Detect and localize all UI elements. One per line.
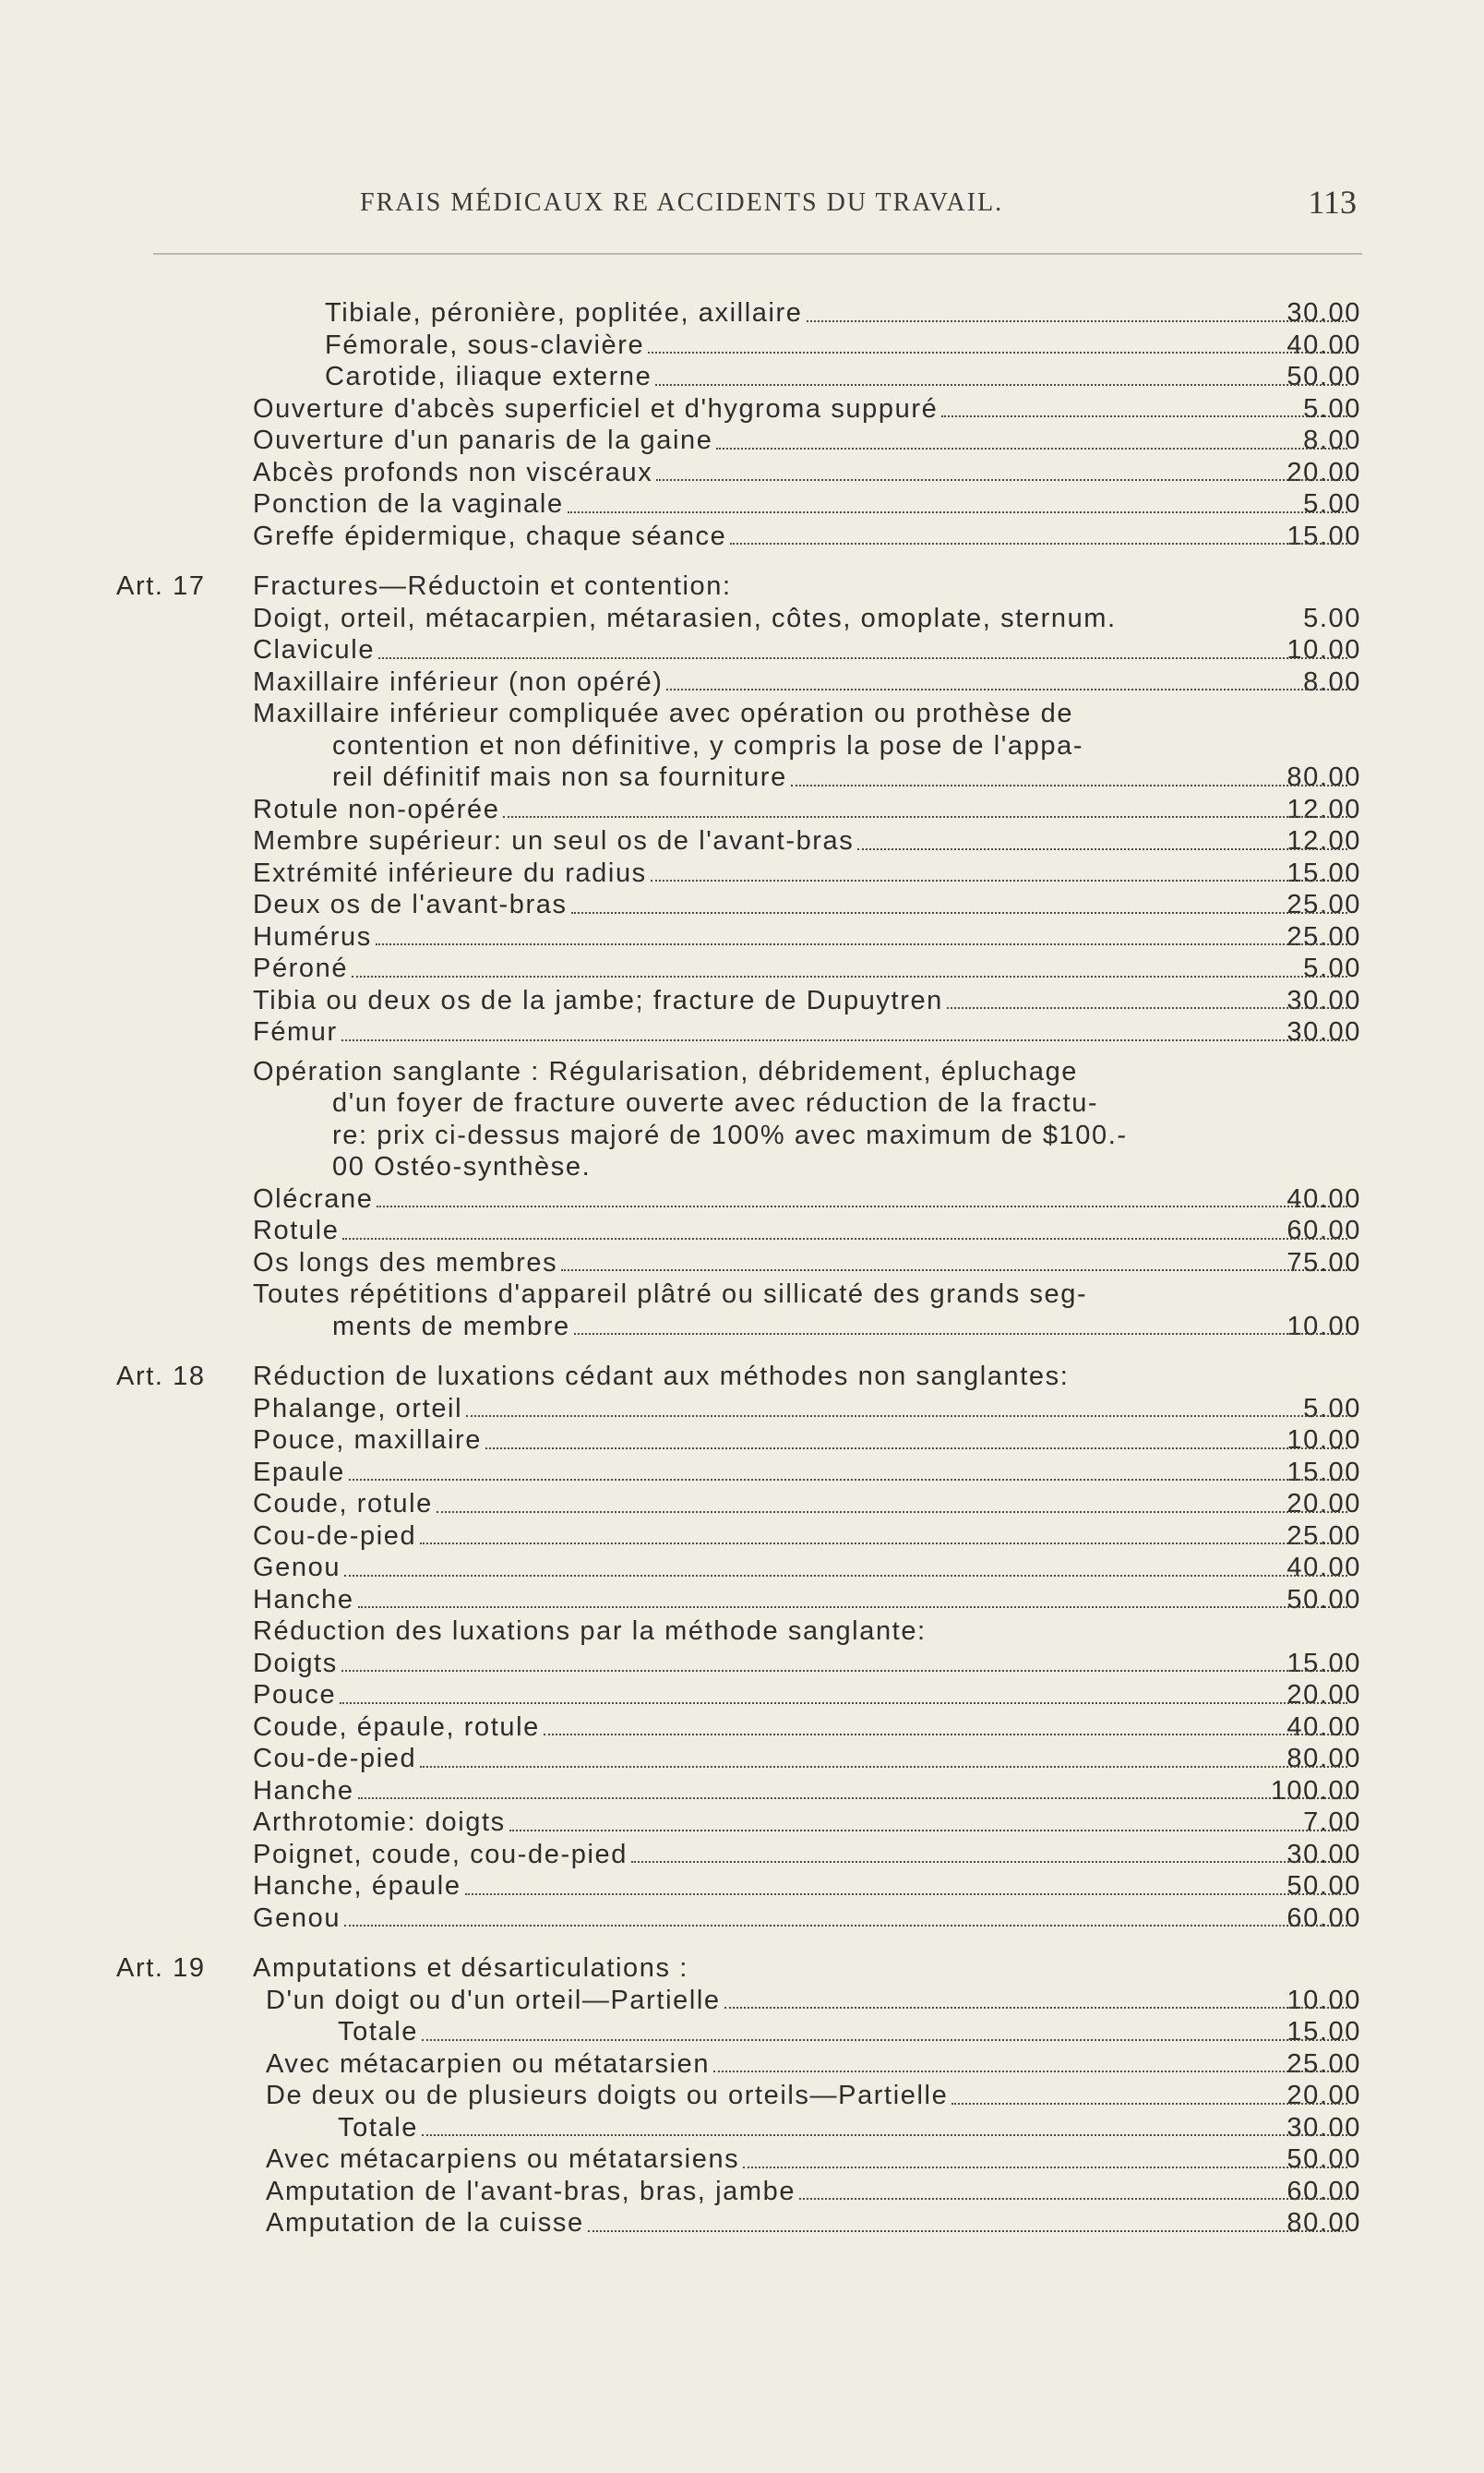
line-amount: 80.00 <box>1287 1744 1361 1773</box>
article-number: Art. 17 <box>116 571 206 601</box>
dot-leader <box>420 1543 1347 1544</box>
line-amount: 50.00 <box>1287 1584 1361 1615</box>
fee-line <box>0 1952 1484 1985</box>
fee-line <box>0 457 1484 489</box>
dot-leader <box>344 1575 1347 1577</box>
line-label: Coude, épaule, rotule <box>253 1711 540 1742</box>
line-label: Amputation de l'avant-bras, bras, jambe <box>266 2176 796 2206</box>
fee-line <box>0 1457 1484 1489</box>
page-header <box>111 183 1357 220</box>
line-label: Ouverture d'un panaris de la gaine <box>253 426 713 455</box>
dot-leader <box>341 1670 1347 1672</box>
line-amount: 7.00 <box>1303 1807 1361 1837</box>
dot-leader <box>358 1797 1347 1799</box>
dot-leader <box>716 448 1347 450</box>
dot-leader <box>358 1606 1347 1608</box>
fee-line <box>0 1615 1484 1648</box>
line-amount: 60.00 <box>1287 1903 1361 1933</box>
fee-line <box>0 698 1484 730</box>
fee-line <box>0 1870 1484 1903</box>
fee-line <box>0 1839 1484 1871</box>
fee-line <box>0 1151 1484 1183</box>
fee-line <box>0 393 1484 426</box>
line-label: Humérus <box>253 921 372 952</box>
line-amount: 8.00 <box>1303 666 1361 697</box>
dot-leader <box>857 848 1347 850</box>
dot-leader <box>631 1861 1347 1863</box>
dot-leader <box>466 1415 1347 1417</box>
line-amount: 30.00 <box>1287 1839 1361 1869</box>
line-amount: 50.00 <box>1287 362 1361 391</box>
fee-line <box>0 603 1484 635</box>
fee-line <box>0 1648 1484 1680</box>
line-label: Doigts <box>253 1648 338 1678</box>
fee-line <box>0 1679 1484 1711</box>
fee-line <box>0 1361 1484 1393</box>
line-label: Coude, rotule <box>253 1489 433 1519</box>
line-label: De deux ou de plusieurs doigts ou orteils—Partielle <box>266 2081 949 2110</box>
fee-line <box>0 2016 1484 2048</box>
dot-leader <box>743 2167 1347 2168</box>
line-amount: 10.00 <box>1287 1311 1361 1341</box>
section-gap <box>0 552 1484 570</box>
line-label: 00 Ostéo-synthèse. <box>332 1152 592 1182</box>
dot-leader <box>544 1734 1347 1735</box>
line-amount: 40.00 <box>1287 330 1361 360</box>
dot-leader <box>941 415 1347 417</box>
line-amount: 5.00 <box>1303 954 1361 983</box>
fee-line <box>0 1903 1484 1935</box>
fee-line <box>0 1393 1484 1425</box>
line-amount: 10.00 <box>1287 1425 1361 1455</box>
fee-line <box>0 985 1484 1017</box>
fee-line <box>0 1552 1484 1584</box>
line-amount: 25.00 <box>1287 2048 1361 2079</box>
dot-leader <box>349 1479 1347 1481</box>
line-amount: 30.00 <box>1287 298 1361 328</box>
article-number: Art. 18 <box>116 1362 206 1391</box>
fee-line <box>0 825 1484 858</box>
article-number: Art. 19 <box>116 1953 206 1983</box>
line-amount: 25.00 <box>1287 890 1361 919</box>
line-amount: 15.00 <box>1287 1648 1361 1678</box>
line-amount: 100.00 <box>1270 1775 1361 1806</box>
line-label: Cou-de-pied <box>253 1744 417 1773</box>
fee-line <box>0 1775 1484 1807</box>
dot-leader <box>648 352 1347 354</box>
dot-leader <box>485 1447 1347 1449</box>
line-label: Doigt, orteil, métacarpien, métarasien, côtes, omoplate, sternum. <box>253 603 1117 633</box>
line-label: Extrémité inférieure du radius <box>253 858 647 888</box>
line-amount: 5.00 <box>1303 1393 1361 1423</box>
line-label: Réduction de luxations cédant aux méthodes non sanglantes: <box>253 1362 1070 1391</box>
fee-line <box>0 889 1484 921</box>
line-label: Péroné <box>253 954 349 983</box>
line-label: Fractures—Réductoin et contention: <box>253 571 732 601</box>
line-amount: 80.00 <box>1287 762 1361 792</box>
line-label: Opération sanglante : Régularisation, débridement, épluchage <box>253 1056 1079 1086</box>
fee-line <box>0 2143 1484 2176</box>
dot-leader <box>561 1269 1347 1271</box>
fee-line <box>0 1711 1484 1744</box>
line-amount: 25.00 <box>1287 921 1361 952</box>
dot-leader <box>651 880 1347 882</box>
fee-line <box>0 361 1484 393</box>
fee-line <box>0 858 1484 890</box>
dot-leader <box>422 2134 1347 2136</box>
fee-line <box>0 425 1484 457</box>
fee-line <box>0 1056 1484 1088</box>
dot-leader <box>724 2007 1347 2009</box>
line-label: D'un doigt ou d'un orteil—Partielle <box>266 1985 721 2015</box>
line-label: Pouce <box>253 1680 337 1710</box>
dot-leader <box>352 976 1347 978</box>
line-label: Ponction de la vaginale <box>253 489 564 519</box>
line-amount: 75.00 <box>1287 1247 1361 1278</box>
line-label: Tibia ou deux os de la jambe; fracture de Dupuytren <box>253 985 943 1015</box>
line-label: Rotule <box>253 1216 340 1245</box>
fee-line <box>0 521 1484 553</box>
line-amount: 15.00 <box>1287 858 1361 888</box>
header-rule <box>153 253 1362 255</box>
line-amount: 10.00 <box>1287 1985 1361 2015</box>
line-label: Rotule non-opérée <box>253 794 500 824</box>
line-label: contention et non définitive, y compris la pose de l'appa- <box>332 730 1084 761</box>
dot-leader <box>807 320 1347 322</box>
line-label: Avec métacarpien ou métatarsien <box>266 2048 711 2079</box>
fee-line <box>0 297 1484 330</box>
dot-leader <box>437 1511 1347 1513</box>
line-amount: 8.00 <box>1303 426 1361 455</box>
fee-line <box>0 730 1484 762</box>
line-label: Amputation de la cuisse <box>266 2208 584 2238</box>
dot-leader <box>656 479 1347 481</box>
line-label: re: prix ci-dessus majoré de 100% avec maximum de $100.- <box>332 1120 1128 1150</box>
line-label: Maxillaire inférieur compliquée avec opération ou prothèse de <box>253 699 1074 728</box>
line-label: Fémur <box>253 1017 338 1047</box>
dot-leader <box>344 1925 1347 1927</box>
dot-leader <box>342 1238 1347 1240</box>
fee-line <box>0 794 1484 826</box>
line-amount: 30.00 <box>1287 985 1361 1015</box>
line-label: reil définitif mais non sa fourniture <box>332 762 787 792</box>
line-amount: 20.00 <box>1287 457 1361 487</box>
dot-leader <box>568 511 1347 513</box>
fee-line <box>0 1311 1484 1343</box>
line-label: Hanche <box>253 1584 354 1615</box>
fee-line <box>0 1520 1484 1553</box>
line-label: Tibiale, péronière, poplitée, axillaire <box>325 298 803 328</box>
fee-line <box>0 1279 1484 1311</box>
dot-leader <box>947 1007 1347 1009</box>
line-label: Genou <box>253 1903 341 1933</box>
dot-leader <box>340 1702 1347 1704</box>
line-label: Genou <box>253 1553 341 1582</box>
line-label: Abcès profonds non viscéraux <box>253 457 653 487</box>
line-amount: 5.00 <box>1303 489 1361 519</box>
dot-leader <box>574 1333 1347 1335</box>
fee-line <box>0 2176 1484 2208</box>
fee-line <box>0 1807 1484 1839</box>
line-label: Poignet, coude, cou-de-pied <box>253 1839 628 1869</box>
line-amount: 20.00 <box>1287 1680 1361 1710</box>
line-amount: 40.00 <box>1287 1711 1361 1742</box>
fee-line <box>0 634 1484 666</box>
line-label: Epaule <box>253 1457 345 1487</box>
line-label: Arthrotomie: doigts <box>253 1807 506 1837</box>
dot-leader <box>378 657 1347 659</box>
fee-line <box>0 488 1484 521</box>
fee-line <box>0 1087 1484 1120</box>
line-label: Membre supérieur: un seul os de l'avant-bras <box>253 826 855 856</box>
fee-line <box>0 1183 1484 1216</box>
line-label: Avec métacarpiens ou métatarsiens <box>266 2144 740 2174</box>
dot-leader <box>730 543 1347 545</box>
line-amount: 5.00 <box>1303 603 1361 633</box>
fee-line <box>0 2048 1484 2081</box>
line-amount: 15.00 <box>1287 521 1361 551</box>
fee-line <box>0 1247 1484 1279</box>
fee-line <box>0 2080 1484 2112</box>
dot-leader <box>655 384 1347 386</box>
line-amount: 30.00 <box>1287 2112 1361 2143</box>
fee-line <box>0 1215 1484 1247</box>
line-amount: 25.00 <box>1287 1520 1361 1551</box>
fee-line <box>0 330 1484 362</box>
fee-line <box>0 762 1484 794</box>
fee-line <box>0 1016 1484 1049</box>
fee-line <box>0 2207 1484 2239</box>
fee-line <box>0 1120 1484 1152</box>
dot-leader <box>951 2103 1347 2105</box>
fee-line <box>0 666 1484 699</box>
line-label: Fémorale, sous-clavière <box>325 330 645 360</box>
line-label: Deux os de l'avant-bras <box>253 890 568 919</box>
fee-line <box>0 921 1484 954</box>
line-amount: 12.00 <box>1287 826 1361 856</box>
fee-line <box>0 1488 1484 1520</box>
line-label: Greffe épidermique, chaque séance <box>253 521 727 551</box>
line-label: ments de membre <box>332 1311 570 1341</box>
line-amount: 15.00 <box>1287 1457 1361 1487</box>
line-amount: 10.00 <box>1287 635 1361 665</box>
line-label: Olécrane <box>253 1183 374 1214</box>
fee-line <box>0 1584 1484 1616</box>
dot-leader <box>509 1830 1347 1831</box>
line-amount: 40.00 <box>1287 1183 1361 1214</box>
dot-leader <box>420 1766 1347 1768</box>
line-amount: 60.00 <box>1287 1216 1361 1245</box>
line-label: Réduction des luxations par la méthode sanglante: <box>253 1616 927 1646</box>
line-amount: 40.00 <box>1287 1553 1361 1582</box>
page-number: 113 <box>1308 184 1357 221</box>
line-label: Clavicule <box>253 635 376 665</box>
dot-leader <box>341 1039 1347 1041</box>
fee-schedule <box>0 297 1484 2239</box>
line-label: Ouverture d'abcès superficiel et d'hygroma suppuré <box>253 393 939 424</box>
line-label: Amputations et désarticulations : <box>253 1953 688 1983</box>
line-label: Toutes répétitions d'appareil plâtré ou sillicaté des grands seg- <box>253 1279 1088 1309</box>
dot-leader <box>503 816 1347 818</box>
line-amount: 30.00 <box>1287 1017 1361 1047</box>
line-amount: 60.00 <box>1287 2176 1361 2206</box>
line-label: Maxillaire inférieur (non opéré) <box>253 666 664 697</box>
line-label: Carotide, iliaque externe <box>325 362 652 391</box>
line-amount: 15.00 <box>1287 2017 1361 2047</box>
dot-leader <box>713 2071 1347 2072</box>
fee-line <box>0 1985 1484 2017</box>
fee-line <box>0 2112 1484 2144</box>
line-label: Cou-de-pied <box>253 1520 417 1551</box>
section-gap <box>0 1049 1484 1056</box>
running-title: FRAIS MÉDICAUX RE ACCIDENTS DU TRAVAIL. <box>360 188 1004 217</box>
line-label: Pouce, maxillaire <box>253 1425 483 1455</box>
section-gap <box>0 1934 1484 1952</box>
line-label: Os longs des membres <box>253 1247 558 1278</box>
line-amount: 12.00 <box>1287 794 1361 824</box>
dot-leader <box>799 2198 1347 2200</box>
dot-leader <box>791 785 1347 786</box>
line-amount: 50.00 <box>1287 1871 1361 1901</box>
dot-leader <box>376 943 1347 945</box>
line-amount: 50.00 <box>1287 2144 1361 2174</box>
line-amount: 20.00 <box>1287 1489 1361 1519</box>
line-amount: 5.00 <box>1303 393 1361 424</box>
dot-leader <box>377 1206 1347 1207</box>
line-amount: 80.00 <box>1287 2208 1361 2238</box>
fee-line <box>0 1424 1484 1457</box>
section-gap <box>0 1342 1484 1361</box>
line-label: Phalange, orteil <box>253 1393 463 1423</box>
dot-leader <box>422 2039 1347 2041</box>
line-label: d'un foyer de fracture ouverte avec réduction de la fractu- <box>332 1088 1099 1118</box>
fee-line <box>0 953 1484 985</box>
dot-leader <box>666 689 1347 690</box>
fee-line <box>0 1743 1484 1775</box>
line-label: Hanche <box>253 1775 354 1806</box>
line-label: Totale <box>338 2112 418 2143</box>
line-label: Totale <box>338 2017 418 2047</box>
dot-leader <box>465 1893 1347 1895</box>
line-amount: 20.00 <box>1287 2081 1361 2110</box>
dot-leader <box>571 912 1347 914</box>
line-label: Hanche, épaule <box>253 1871 461 1901</box>
fee-line <box>0 570 1484 603</box>
dot-leader <box>588 2230 1347 2232</box>
